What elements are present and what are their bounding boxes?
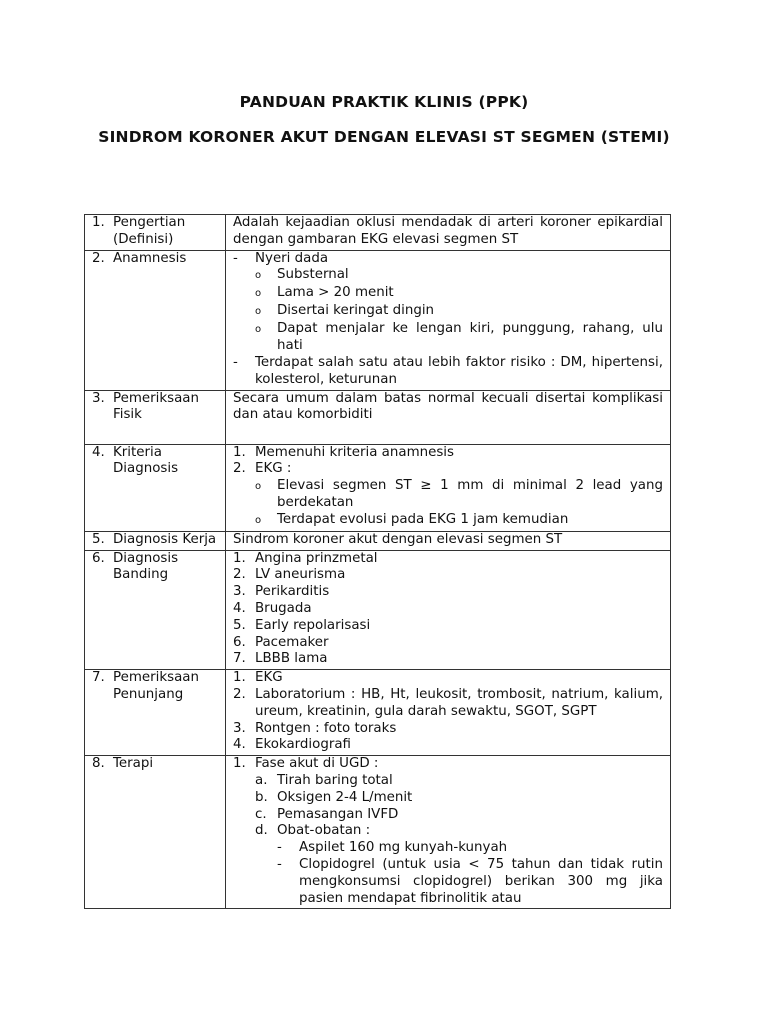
row-label: Pemeriksaan Penunjang [113,670,199,702]
row-label: Pemeriksaan Fisik [113,390,199,423]
list-item [233,618,663,635]
ppk-table [84,214,671,909]
list-item [233,445,663,462]
row-content: Sindrom koroner akut dengan elevasi segmen ST [233,531,563,547]
dash-marker: - [277,840,282,856]
list-item [233,790,663,807]
list-item [233,285,663,303]
list-item-text: Pemasangan IVFD [277,806,399,822]
list-item [233,461,663,478]
list-item [233,303,663,321]
table-row [85,390,671,444]
number-marker: 7. [233,651,246,667]
number-marker: 1. [233,670,246,686]
list-item [233,478,663,512]
circle-bullet-icon: o [255,288,262,300]
list-item [233,512,663,530]
list-item [233,355,663,389]
list-item-text: Obat-obatan : [277,823,371,839]
number-marker: 6. [233,634,246,650]
list-item-text: LV aneurisma [255,567,346,583]
row-label: Anamnesis [113,250,187,266]
list-item-text: Substernal [277,267,349,283]
circle-bullet-icon: o [255,270,262,282]
row-number: 8. [92,756,105,772]
list-item-text: Aspilet 160 mg kunyah-kunyah [299,840,508,856]
list-item-text: Dapat menjalar ke lengan kiri, punggung, rahang, ulu hati [277,321,663,354]
row-label: Kriteria Diagnosis [113,444,179,477]
list-item-text: Elevasi segmen ST ≥ 1 mm di minimal 2 lead yang berdekatan [277,478,663,510]
table-row [85,550,671,670]
dash-marker: - [277,856,282,872]
document-title: PANDUAN PRAKTIK KLINIS (PPK) [239,93,529,111]
table-row [85,215,671,251]
list-item-text: EKG [255,670,283,686]
number-marker: 3. [233,584,246,600]
row-content-cell [226,531,671,550]
circle-bullet-icon: o [255,514,262,526]
letter-marker: c. [255,806,267,822]
row-label-cell [85,670,226,756]
row-label: Diagnosis Banding [113,550,179,583]
list-item-text: Rontgen : foto toraks [255,720,397,736]
row-content-cell [226,444,671,531]
table-row [85,250,671,390]
list-item-text: EKG : [255,461,292,477]
number-marker: 1. [233,756,246,772]
row-number: 1. [92,215,105,230]
list-item [233,635,663,652]
list-item [233,551,663,568]
document-subtitle: SINDROM KORONER AKUT DENGAN ELEVASI ST SEGMEN (STEMI) [98,128,670,146]
row-number: 7. [92,670,105,686]
list-item-text: Tirah baring total [277,772,393,788]
list-item-text: Terdapat evolusi pada EKG 1 jam kemudian [277,511,569,527]
row-content-cell [226,250,671,390]
number-marker: 1. [233,550,246,566]
list-item [233,773,663,790]
row-number: 6. [92,550,105,566]
list-item [233,567,663,584]
list-item-text: Lama > 20 menit [277,285,394,301]
list-item [233,584,663,601]
list-item [233,737,663,754]
list-item [233,857,663,907]
row-label: Pengertian (Definisi) [113,215,186,247]
table-row [85,670,671,756]
number-marker: 2. [233,567,246,583]
list-item-text: LBBB lama [255,651,328,667]
row-content-cell [226,215,671,251]
list-item-text: Oksigen 2-4 L/menit [277,789,413,805]
table-row [85,531,671,550]
list-item-text: Pacemaker [255,634,329,650]
row-content-cell [226,390,671,444]
list-item-text: Fase akut di UGD : [255,756,379,772]
list-item [233,651,663,668]
number-marker: 5. [233,617,246,633]
list-item [233,687,663,721]
list-item [233,267,663,285]
row-label: Diagnosis Kerja [113,531,217,547]
list-item-text: Nyeri dada [255,250,329,266]
list-item-text: Clopidogrel (untuk usia < 75 tahun dan tidak rutin mengkonsumsi clopidogrel) berikan 300 mg jika pasien mendapat fibrinolitik atau [299,856,663,906]
list-item [233,756,663,773]
number-marker: 4. [233,737,246,753]
list-item [233,601,663,618]
list-item-text: Terdapat salah satu atau lebih faktor risiko : DM, hipertensi, kolesterol, keturunan [255,354,663,387]
list-item-text: Memenuhi kriteria anamnesis [255,444,455,460]
row-content: Secara umum dalam batas normal kecuali disertai komplikasi dan atau komorbiditi [233,390,663,423]
row-content-cell [226,550,671,670]
row-label: Terapi [113,756,154,772]
list-item [233,670,663,687]
letter-marker: d. [255,823,268,839]
number-marker: 2. [233,461,246,477]
circle-bullet-icon: o [255,481,262,493]
row-label-cell [85,531,226,550]
row-content-cell [226,756,671,909]
number-marker: 2. [233,686,246,702]
list-item-text: Angina prinzmetal [255,550,378,566]
list-item-text: Ekokardiografi [255,737,351,753]
row-content-cell [226,670,671,756]
list-item [233,823,663,840]
number-marker: 4. [233,600,246,616]
letter-marker: b. [255,789,268,805]
row-label-cell [85,215,226,251]
list-item [233,721,663,738]
row-number: 3. [92,390,105,406]
row-number: 5. [92,531,105,547]
list-item-text: Early repolarisasi [255,617,371,633]
row-content: Adalah kejaadian oklusi mendadak di arteri koroner epikardial dengan gambaran EKG elevasi segmen ST [233,215,663,247]
list-item [233,251,663,268]
row-number: 2. [92,250,105,266]
list-item [233,321,663,355]
dash-marker: - [233,354,238,370]
list-item-text: Brugada [255,600,312,616]
row-label-cell [85,390,226,444]
list-item [233,807,663,824]
table-row [85,756,671,909]
circle-bullet-icon: o [255,324,262,336]
row-label-cell [85,550,226,670]
row-label-cell [85,756,226,909]
list-item [233,840,663,857]
row-number: 4. [92,444,105,460]
list-item-text: Perikarditis [255,584,330,600]
number-marker: 3. [233,720,246,736]
table-row [85,444,671,531]
number-marker: 1. [233,444,246,460]
list-item-text: Laboratorium : HB, Ht, leukosit, trombosit, natrium, kalium, ureum, kreatinin, gula darah sewaktu, SGOT, SGPT [255,686,663,719]
row-label-cell [85,250,226,390]
row-label-cell [85,444,226,531]
circle-bullet-icon: o [255,306,262,318]
list-item-text: Disertai keringat dingin [277,303,435,319]
letter-marker: a. [255,772,268,788]
dash-marker: - [233,250,238,266]
